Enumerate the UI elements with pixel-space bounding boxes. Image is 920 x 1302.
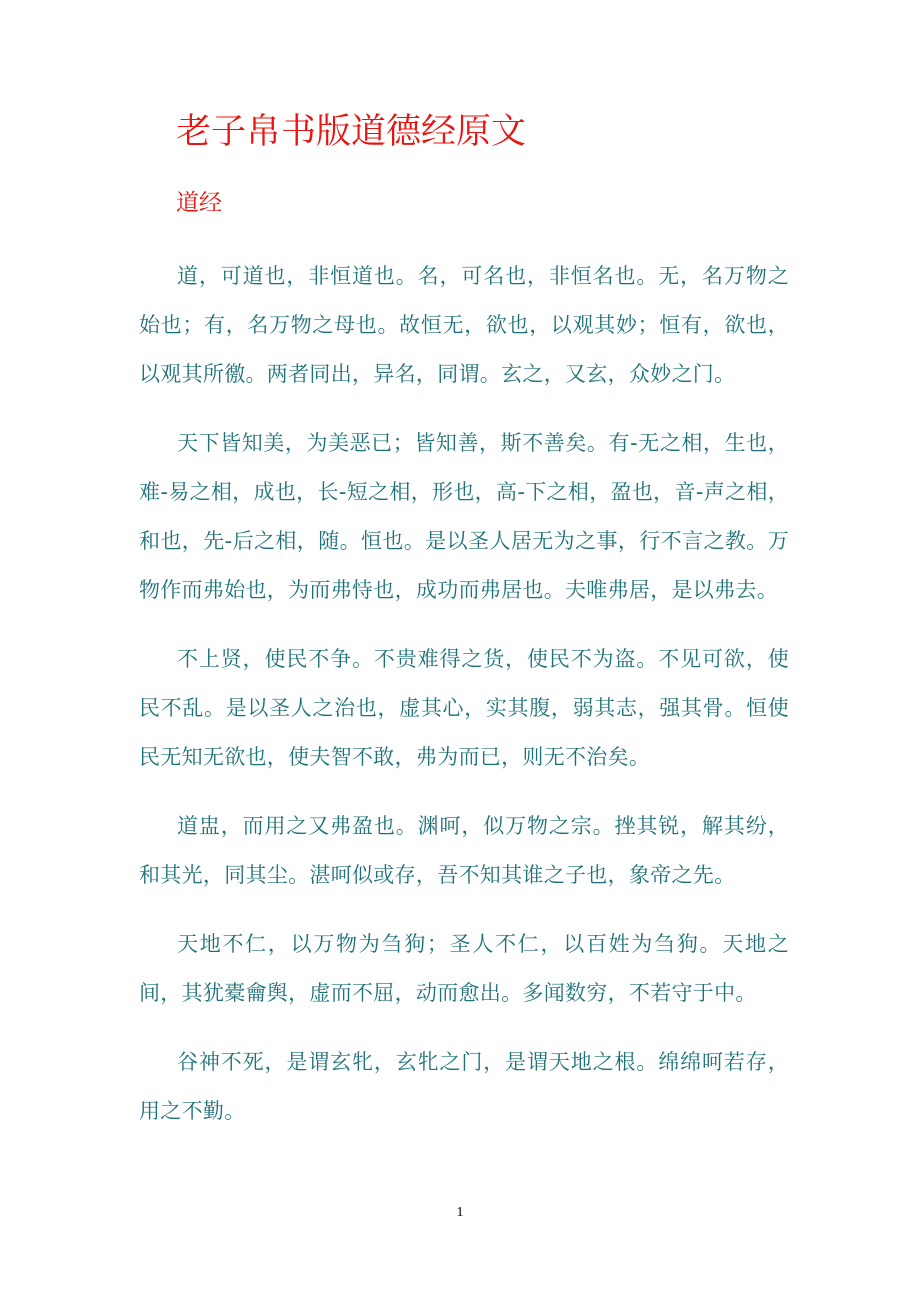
- document-title: 老子帛书版道德经原文: [176, 112, 527, 152]
- paragraph-4: 道盅，而用之又弗盈也。渊呵，似万物之宗。挫其锐，解其纷，和其光，同其尘。湛呵似或存，吾不知其谁之子也，象帝之先。: [139, 814, 789, 887]
- paragraph-1: 道，可道也，非恒道也。名，可名也，非恒名也。无，名万物之始也；有，名万物之母也。故恒无，欲也，以观其妙；恒有，欲也，以观其所徼。两者同出，异名，同谓。玄之，又玄，众妙之门。: [139, 264, 789, 386]
- paragraph-3: 不上贤，使民不争。不贵难得之货，使民不为盗。不见可欲，使民不乱。是以圣人之治也，虚其心，实其腹，弱其志，强其骨。恒使民无知无欲也，使夫智不敢，弗为而已，则无不治矣。: [139, 647, 789, 769]
- paragraph-2: 天下皆知美，为美恶已；皆知善，斯不善矣。有-无之相，生也，难-易之相，成也，长-短之相，形也，高-下之相，盈也，音-声之相，和也，先-后之相，随。恒也。是以圣人居无为之事，行不言之教。万物作而弗始也，为而弗恃也，成功而弗居也。夫唯弗居，是以弗去。: [139, 431, 789, 602]
- paragraph-5: 天地不仁，以万物为刍狗；圣人不仁，以百姓为刍狗。天地之间，其犹橐龠舆，虚而不屈，动而愈出。多闻数穷，不若守于中。: [139, 932, 789, 1005]
- page-number: 1: [456, 1205, 464, 1220]
- document-body: [139, 252, 789, 1156]
- section-title: 道经: [176, 190, 222, 216]
- paragraph-6: 谷神不死，是谓玄牝，玄牝之门，是谓天地之根。绵绵呵若存，用之不勤。: [139, 1050, 789, 1123]
